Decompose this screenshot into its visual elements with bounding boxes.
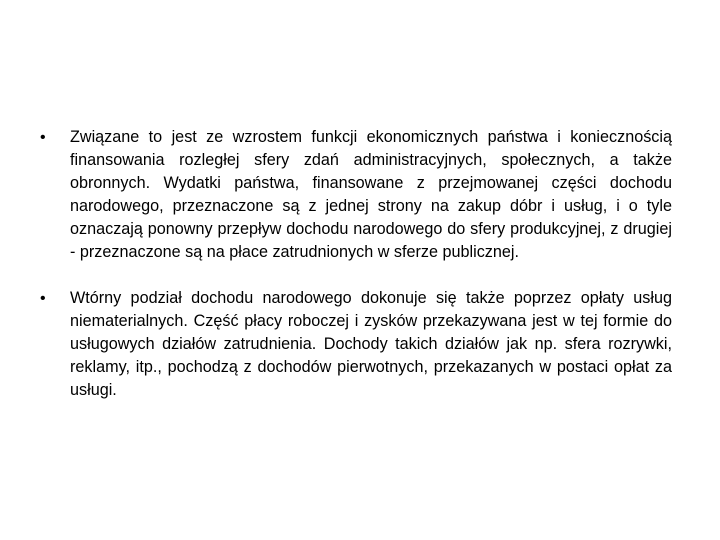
bullet-text: Związane to jest ze wzrostem funkcji ekonomicznych państwa i koniecznością finansowania rozległej sfery zdań administracyjnych, społecznych, a także obronnych. Wydatki państwa, finansowane z przejmowanej części dochodu narodowego, przeznaczone są z jednej strony na zakup dóbr i usług, i o tyle oznaczają ponowny przepływ dochodu narodowego do sfery produkcyjnej, z drugiej - przeznaczone są na płace zatrudnionych w sferze publicznej.: [70, 128, 672, 261]
bullet-item: [40, 287, 672, 402]
bullet-item: [40, 126, 672, 264]
bullet-dot-icon: •: [40, 290, 46, 307]
bullet-dot-icon: •: [40, 129, 46, 146]
bullet-list: [40, 126, 672, 402]
bullet-text: Wtórny podział dochodu narodowego dokonuje się także poprzez opłaty usług niematerialnych. Część płacy roboczej i zysków przekazywana jest w tej formie do usługowych działów zatrudnienia. Dochody takich działów jak np. sfera rozrywki, reklamy, itp., pochodzą z dochodów pierwotnych, przekazanych w postaci opłat za usługi.: [70, 289, 672, 399]
